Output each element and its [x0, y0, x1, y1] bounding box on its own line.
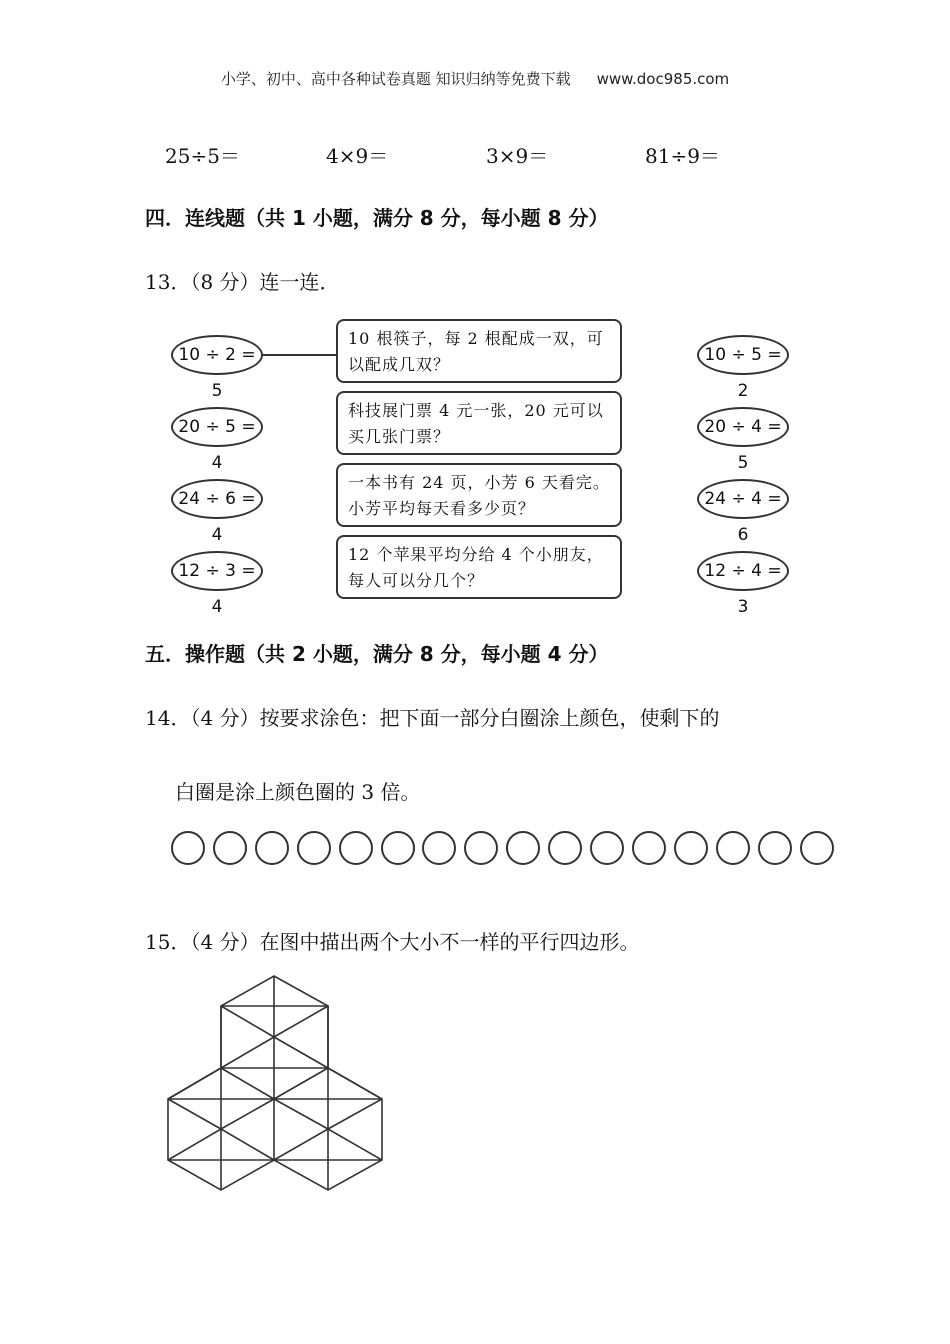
- right-oval[interactable]: 10 ÷ 5 = 2: [697, 335, 789, 375]
- left-oval[interactable]: 10 ÷ 2 = 5: [171, 335, 263, 375]
- white-circle[interactable]: [339, 831, 373, 865]
- calc-item: 4×9＝: [326, 144, 389, 168]
- right-oval[interactable]: 24 ÷ 4 = 6: [697, 479, 789, 519]
- white-circle[interactable]: [381, 831, 415, 865]
- question-14-line1: 14．（4 分）按要求涂色：把下面一部分白圈涂上颜色，使剩下的: [145, 706, 720, 730]
- word-problem-box[interactable]: 一本书有 24 页，小芳 6 天看完。小芳平均每天看多少页？: [336, 463, 622, 527]
- white-circle[interactable]: [422, 831, 456, 865]
- left-oval[interactable]: 24 ÷ 6 = 4: [171, 479, 263, 519]
- section-4-title: 四．连线题（共 1 小题，满分 8 分，每小题 8 分）: [145, 206, 609, 230]
- page-header: [0, 68, 950, 89]
- white-circle[interactable]: [674, 831, 708, 865]
- white-circle[interactable]: [464, 831, 498, 865]
- left-oval[interactable]: 20 ÷ 5 = 4: [171, 407, 263, 447]
- white-circle[interactable]: [632, 831, 666, 865]
- question-14-line2: 白圈是涂上颜色圈的 3 倍。: [175, 780, 421, 804]
- grid-lines: [168, 976, 382, 1190]
- white-circle[interactable]: [758, 831, 792, 865]
- white-circle[interactable]: [213, 831, 247, 865]
- left-oval[interactable]: 12 ÷ 3 = 4: [171, 551, 263, 591]
- right-oval[interactable]: 12 ÷ 4 = 3: [697, 551, 789, 591]
- header-site: www.doc985.com: [596, 70, 730, 88]
- word-problem-box[interactable]: 10 根筷子，每 2 根配成一双，可以配成几双？: [336, 319, 622, 383]
- right-oval[interactable]: 20 ÷ 4 = 5: [697, 407, 789, 447]
- white-circle[interactable]: [297, 831, 331, 865]
- calc-item: 25÷5＝: [165, 144, 240, 168]
- word-problem-box[interactable]: 12 个苹果平均分给 4 个小朋友，每人可以分几个？: [336, 535, 622, 599]
- white-circle[interactable]: [590, 831, 624, 865]
- triangle-grid-figure[interactable]: [160, 968, 392, 1200]
- question-15: 15．（4 分）在图中描出两个大小不一样的平行四边形。: [145, 930, 640, 954]
- header-text: 小学、初中、高中各种试卷真题 知识归纳等免费下载: [220, 70, 571, 88]
- white-circle[interactable]: [716, 831, 750, 865]
- section-5-title: 五．操作题（共 2 小题，满分 8 分，每小题 4 分）: [145, 642, 609, 666]
- white-circle[interactable]: [506, 831, 540, 865]
- white-circle[interactable]: [255, 831, 289, 865]
- calc-item: 3×9＝: [486, 144, 549, 168]
- word-problem-box[interactable]: 科技展门票 4 元一张，20 元可以买几张门票？: [336, 391, 622, 455]
- connector-line: [263, 354, 336, 356]
- calc-item: 81÷9＝: [645, 144, 720, 168]
- white-circle[interactable]: [800, 831, 834, 865]
- white-circle[interactable]: [171, 831, 205, 865]
- question-13: 13．（8 分）连一连．: [145, 270, 340, 294]
- white-circle[interactable]: [548, 831, 582, 865]
